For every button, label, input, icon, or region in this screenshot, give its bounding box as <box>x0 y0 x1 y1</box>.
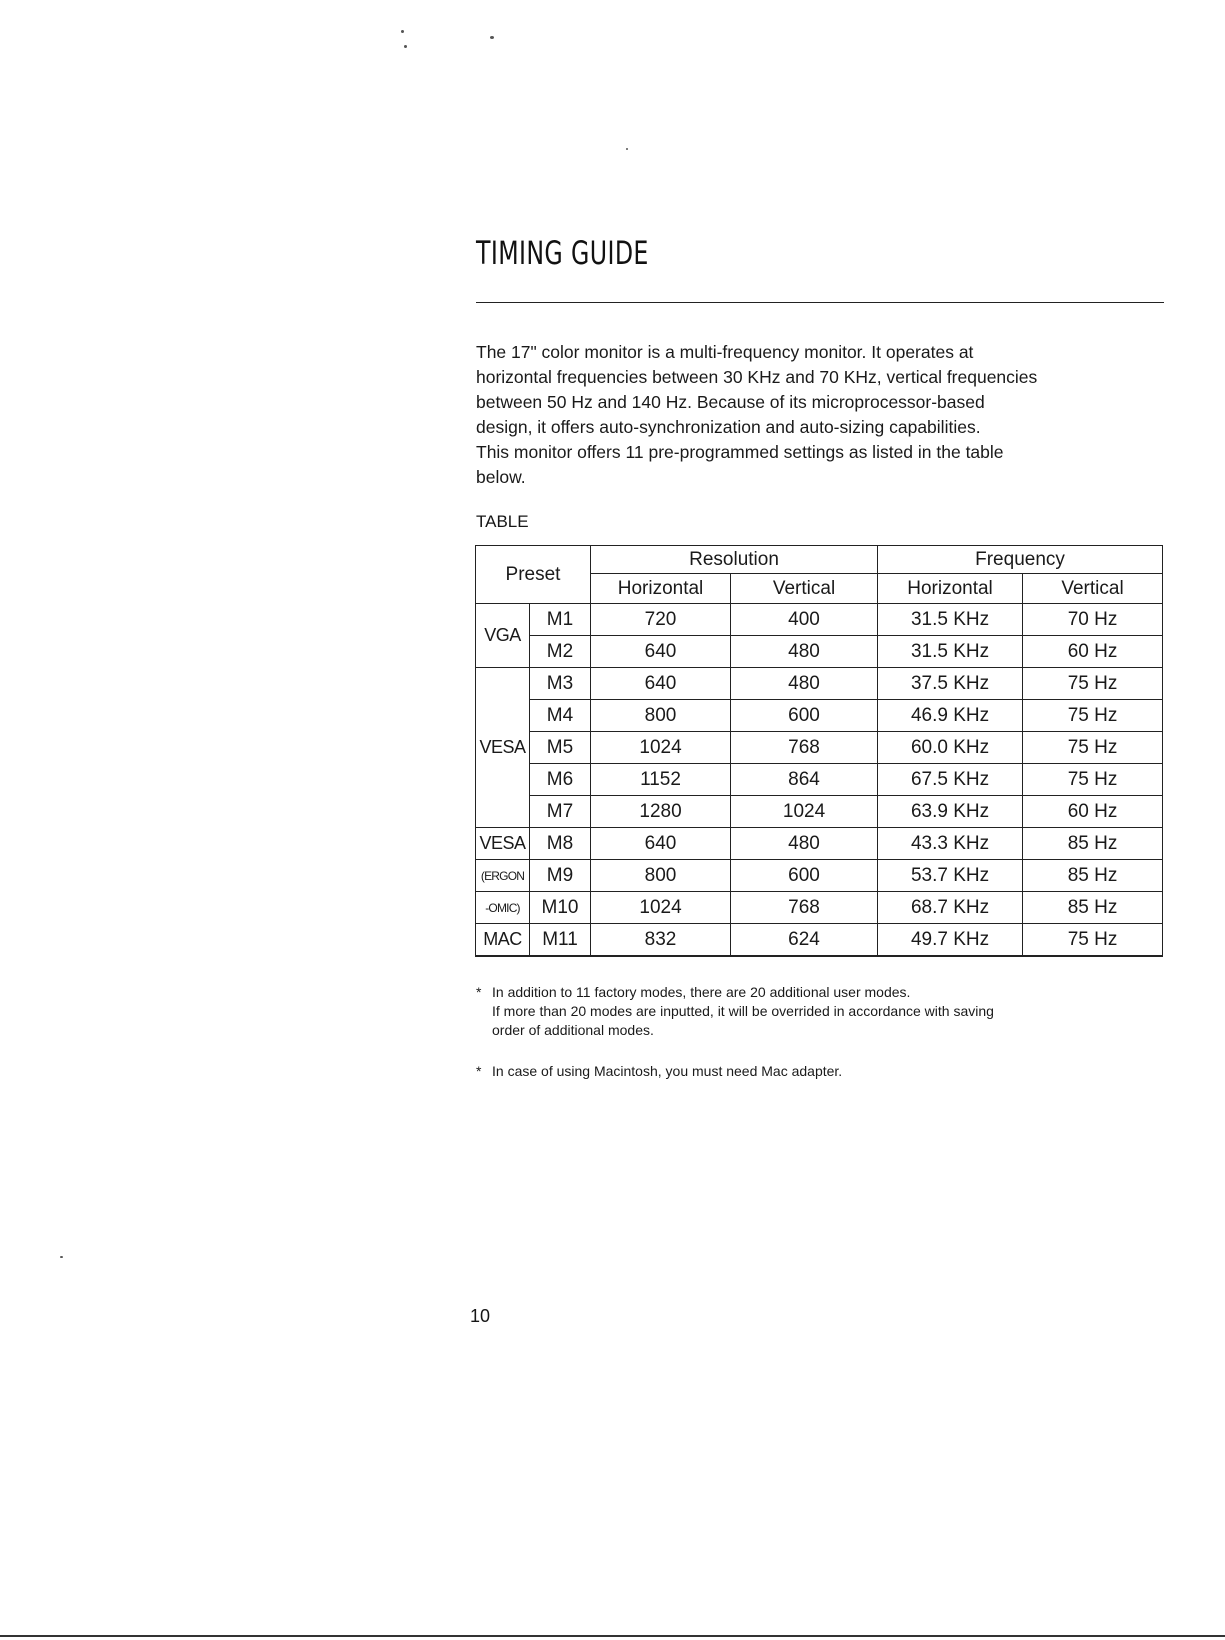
res-h-cell: 640 <box>591 636 731 668</box>
footnote-mac-adapter <box>476 1062 1156 1081</box>
table-row <box>476 764 1163 796</box>
res-h-cell: 640 <box>591 828 731 860</box>
res-v-cell: 768 <box>731 892 878 924</box>
group-label: (ERGON <box>476 860 530 892</box>
mode-cell: M1 <box>530 604 591 636</box>
res-v-cell: 768 <box>731 732 878 764</box>
freq-vertical-header: Vertical <box>1023 574 1163 604</box>
freq-v-cell: 85 Hz <box>1023 860 1163 892</box>
mode-cell: M2 <box>530 636 591 668</box>
intro-line: between 50 Hz and 140 Hz. Because of its microprocessor-based <box>476 392 985 412</box>
res-h-cell: 1024 <box>591 892 731 924</box>
footnote-user-modes <box>476 983 1156 1040</box>
freq-v-cell: 60 Hz <box>1023 636 1163 668</box>
freq-v-cell: 75 Hz <box>1023 700 1163 732</box>
res-h-cell: 800 <box>591 700 731 732</box>
mode-cell: M8 <box>530 828 591 860</box>
res-v-cell: 624 <box>731 924 878 957</box>
table-row <box>476 668 1163 700</box>
scan-speck <box>404 45 407 48</box>
scan-speck <box>401 30 404 33</box>
table-row <box>476 636 1163 668</box>
intro-paragraph <box>476 340 1156 490</box>
freq-v-cell: 85 Hz <box>1023 828 1163 860</box>
group-label: VESA <box>476 828 530 860</box>
freq-horizontal-header: Horizontal <box>878 574 1023 604</box>
res-v-cell: 480 <box>731 668 878 700</box>
table-row <box>476 732 1163 764</box>
res-h-cell: 1024 <box>591 732 731 764</box>
title-divider <box>476 302 1164 303</box>
page-bottom-edge <box>0 1635 1225 1637</box>
res-v-cell: 600 <box>731 860 878 892</box>
freq-h-cell: 68.7 KHz <box>878 892 1023 924</box>
group-label: MAC <box>476 924 530 957</box>
scan-speck <box>490 36 494 39</box>
intro-line: design, it offers auto-synchronization and auto-sizing capabilities. <box>476 417 981 437</box>
mode-cell: M9 <box>530 860 591 892</box>
intro-line: This monitor offers 11 pre-programmed settings as listed in the table <box>476 442 1004 462</box>
res-h-cell: 832 <box>591 924 731 957</box>
res-h-cell: 800 <box>591 860 731 892</box>
page-title: TIMING GUIDE <box>476 234 649 272</box>
freq-h-cell: 31.5 KHz <box>878 636 1023 668</box>
mode-cell: M6 <box>530 764 591 796</box>
table-label: TABLE <box>476 512 529 531</box>
freq-v-cell: 70 Hz <box>1023 604 1163 636</box>
res-h-cell: 640 <box>591 668 731 700</box>
freq-h-cell: 63.9 KHz <box>878 796 1023 828</box>
res-v-cell: 400 <box>731 604 878 636</box>
table-row <box>476 700 1163 732</box>
timing-table <box>475 545 1163 957</box>
intro-line: horizontal frequencies between 30 KHz and 70 KHz, vertical frequencies <box>476 367 1038 387</box>
freq-h-cell: 67.5 KHz <box>878 764 1023 796</box>
mode-cell: M5 <box>530 732 591 764</box>
scan-speck <box>60 1256 63 1258</box>
res-vertical-header: Vertical <box>731 574 878 604</box>
res-horizontal-header: Horizontal <box>591 574 731 604</box>
footnotes <box>476 983 1156 1081</box>
mode-cell: M10 <box>530 892 591 924</box>
resolution-header: Resolution <box>591 546 878 574</box>
freq-h-cell: 31.5 KHz <box>878 604 1023 636</box>
table-row <box>476 604 1163 636</box>
freq-h-cell: 43.3 KHz <box>878 828 1023 860</box>
intro-line: The 17" color monitor is a multi-frequency monitor. It operates at <box>476 342 974 362</box>
freq-h-cell: 49.7 KHz <box>878 924 1023 957</box>
footnote-line: If more than 20 modes are inputted, it will be overrided in accordance with saving <box>492 1003 994 1019</box>
mode-cell: M4 <box>530 700 591 732</box>
res-v-cell: 1024 <box>731 796 878 828</box>
group-label: VESA <box>476 668 530 828</box>
table-row <box>476 796 1163 828</box>
group-label: VGA <box>476 604 530 668</box>
freq-v-cell: 75 Hz <box>1023 668 1163 700</box>
freq-v-cell: 75 Hz <box>1023 732 1163 764</box>
footnote-line: order of additional modes. <box>492 1022 654 1038</box>
footnote-line: In addition to 11 factory modes, there are 20 additional user modes. <box>492 984 911 1000</box>
freq-h-cell: 46.9 KHz <box>878 700 1023 732</box>
freq-h-cell: 37.5 KHz <box>878 668 1023 700</box>
res-h-cell: 1152 <box>591 764 731 796</box>
res-h-cell: 1280 <box>591 796 731 828</box>
freq-v-cell: 60 Hz <box>1023 796 1163 828</box>
header-row <box>476 546 1163 574</box>
frequency-header: Frequency <box>878 546 1163 574</box>
intro-line: below. <box>476 467 526 487</box>
group-label: -OMIC) <box>476 892 530 924</box>
freq-v-cell: 85 Hz <box>1023 892 1163 924</box>
preset-header: Preset <box>476 546 591 604</box>
scan-speck <box>626 148 628 150</box>
res-v-cell: 480 <box>731 636 878 668</box>
bullet-mark: * <box>476 984 482 1000</box>
freq-v-cell: 75 Hz <box>1023 924 1163 957</box>
res-v-cell: 864 <box>731 764 878 796</box>
res-v-cell: 600 <box>731 700 878 732</box>
bullet-mark: * <box>476 1063 482 1079</box>
footnote-line: In case of using Macintosh, you must need Mac adapter. <box>492 1063 843 1079</box>
res-h-cell: 720 <box>591 604 731 636</box>
mode-cell: M3 <box>530 668 591 700</box>
freq-h-cell: 53.7 KHz <box>878 860 1023 892</box>
page-number: 10 <box>470 1306 491 1326</box>
table-row <box>476 892 1163 924</box>
res-v-cell: 480 <box>731 828 878 860</box>
table-row <box>476 828 1163 860</box>
freq-v-cell: 75 Hz <box>1023 764 1163 796</box>
mode-cell: M11 <box>530 924 591 957</box>
table-row <box>476 924 1163 957</box>
mode-cell: M7 <box>530 796 591 828</box>
freq-h-cell: 60.0 KHz <box>878 732 1023 764</box>
table-row <box>476 860 1163 892</box>
